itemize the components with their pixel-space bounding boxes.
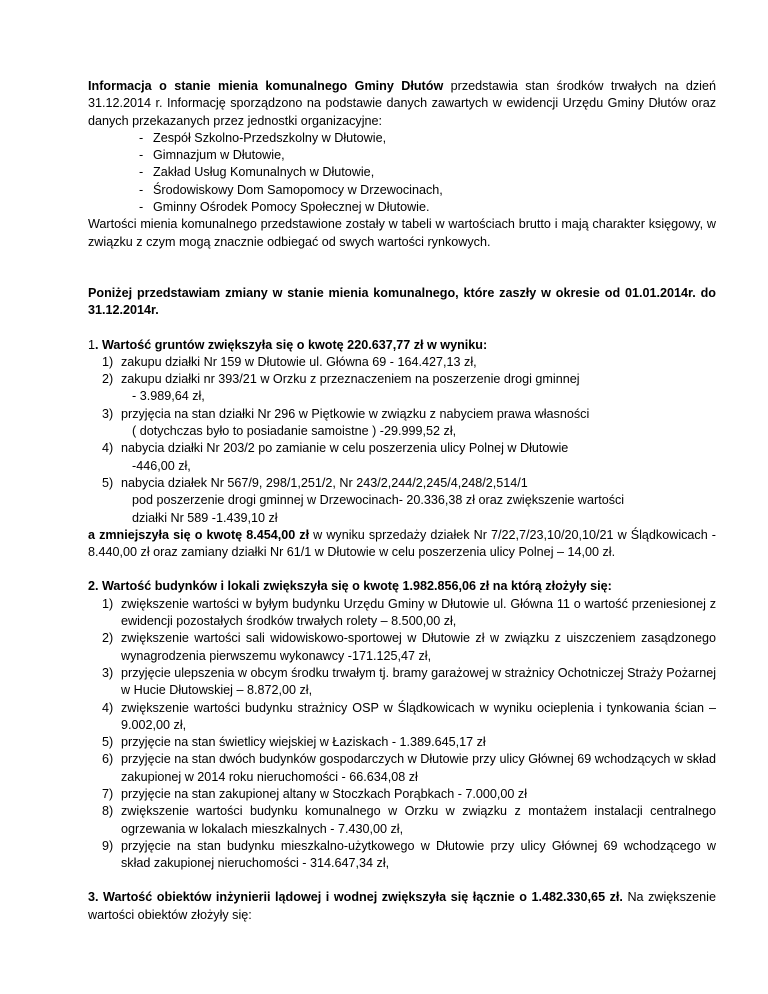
item-number: 4)	[102, 441, 114, 456]
item-text: przyjęcie ulepszenia w obcym środku trwałym tj. bramy garażowej w strażnicy Ochotniczej Straży Pożarnej w Hucie Dłutowskiej – 8.872,00 zł,	[121, 665, 716, 698]
item-text-continued: ( dotychczas było to posiadanie samoistne ) -29.999,52 zł,	[132, 424, 457, 439]
item-text: zakupu działki nr 393/21 w Orzku z przeznaczeniem na poszerzenie drogi gminnej	[121, 372, 580, 387]
section1-list	[88, 354, 716, 527]
list-item	[88, 838, 716, 873]
item-text-continued: -446,00 zł,	[132, 458, 191, 473]
section2-heading	[88, 578, 716, 595]
decrease-text: w wyniku sprzedaży działek Nr 7/22,7/23,10/20,10/21 w Ślądkowicach - 8.440,00 zł oraz zamiany działki Nr 61/1 w Dłutowie w celu poszerzenia ulicy Polnej – 14,00 zł.	[88, 527, 716, 560]
item-number: 1)	[102, 596, 114, 611]
item-number: 8)	[102, 804, 114, 819]
item-number: 4)	[102, 700, 114, 715]
section3-title: 3. Wartość obiektów inżynierii lądowej i wodnej zwiększyła się łącznie o 1.482.330,65 zł.	[88, 890, 623, 905]
list-item	[88, 475, 716, 527]
list-item	[88, 596, 716, 631]
intro-bold-title: Informacja o stanie mienia komunalnego Gminy Dłutów	[88, 79, 444, 93]
list-item	[88, 786, 716, 803]
intro-text: przedstawia stan środków trwałych na dzień 31.12.2014 r. Informację sporządzono na podstawie danych zawartych w ewidencji Urzędu Gminy Dłutów oraz danych przekazanych przez jednostki organizacyjne:	[88, 79, 716, 128]
item-number: 3)	[102, 406, 114, 421]
item-number: 2)	[102, 631, 114, 646]
item-text: przyjęcie na stan dwóch budynków gospodarczych w Dłutowie przy ulicy Głównej 69 wchodzących w skład zakupionej w 2014 roku nieruchomości - 66.634,08 zł	[121, 752, 716, 784]
list-item	[88, 700, 716, 735]
item-text-continued: - 3.989,64 zł,	[132, 389, 205, 404]
item-text-continued: działki Nr 589 -1.439,10 zł	[132, 510, 278, 525]
list-item	[88, 371, 716, 406]
item-text: przyjęcie na stan zakupionej altany w Stoczkach Porąbkach - 7.000,00 zł	[121, 786, 528, 801]
list-item: - Zakład Usług Komunalnych w Dłutowie,	[88, 164, 716, 181]
decrease-bold: a zmniejszyła się o kwotę 8.454,00 zł	[88, 527, 310, 542]
section2-list	[88, 596, 716, 873]
item-text: przyjęcie na stan budynku mieszkalno-użytkowego w Dłutowie przy ulicy Głównej 69 wchodzącego w skład zakupionej nieruchomości - 314.647,34 zł,	[121, 838, 716, 871]
section3-heading	[88, 889, 716, 924]
organizational-units-list	[88, 130, 716, 216]
section1-number: 1	[88, 337, 96, 352]
item-text: zakupu działki Nr 159 w Dłutowie ul. Główna 69 - 164.427,13 zł,	[121, 354, 477, 369]
list-item	[88, 665, 716, 700]
item-text: zwiększenie wartości budynku komunalnego w Orzku w związku z montażem instalacji centralnego ogrzewania w lokalach mieszkalnych - 7.430,00 zł,	[121, 804, 716, 836]
list-item	[88, 751, 716, 786]
section1-decrease	[88, 527, 716, 562]
section3-text: Na zwiększenie wartości obiektów złożyły się:	[88, 890, 716, 922]
item-text-continued: pod poszerzenie drogi gminnej w Drzewocinach- 20.336,38 zł oraz zwiększenie wartości	[132, 493, 625, 508]
item-number: 5)	[102, 475, 114, 490]
valuation-note: Wartości mienia komunalnego przedstawione zostały w tabeli w wartościach brutto i mają charakter księgowy, w związku z czym mogą znacznie odbiegać od swych wartości rynkowych.	[88, 217, 716, 249]
list-item	[88, 406, 716, 441]
section1-title: . Wartość gruntów zwiększyła się o kwotę 220.637,77 zł w wyniku:	[95, 337, 488, 352]
list-item: - Gimnazjum w Dłutowie,	[88, 147, 716, 164]
list-item	[88, 734, 716, 751]
list-item	[88, 440, 716, 475]
list-item: - Zespół Szkolno-Przedszkolny w Dłutowie,	[88, 130, 716, 147]
item-number: 9)	[102, 838, 114, 853]
item-number: 5)	[102, 735, 114, 750]
item-text: przyjęcie na stan świetlicy wiejskiej w Łaziskach - 1.389.645,17 zł	[121, 735, 486, 750]
item-text: zwiększenie wartości w byłym budynku Urzędu Gminy w Dłutowie ul. Główna 11 o wartość przeniesionej z ewidencji pozostałych środków trwałych rolety – 8.500,00 zł,	[121, 596, 716, 629]
intro-paragraph	[88, 78, 716, 130]
changes-heading	[88, 285, 716, 320]
item-text: zwiększenie wartości budynku strażnicy OSP w Ślądkowicach w wyniku ocieplenia i tynkowania ścian – 9.002,00 zł,	[121, 700, 716, 732]
list-item	[88, 803, 716, 838]
changes-heading-text: Poniżej przedstawiam zmiany w stanie mienia komunalnego, które zaszły w okresie od 01.01.2014r. do 31.12.2014r.	[88, 285, 716, 318]
item-text: nabycia działki Nr 203/2 po zamianie w celu poszerzenia ulicy Polnej w Dłutowie	[121, 441, 569, 456]
item-text: przyjęcia na stan działki Nr 296 w Piętkowie w związku z nabyciem prawa własności	[121, 406, 590, 421]
document-page	[88, 78, 716, 924]
list-item	[88, 354, 716, 371]
section1-heading	[88, 337, 716, 354]
item-text: nabycia działek Nr 567/9, 298/1,251/2, Nr 243/2,244/2,245/4,248/2,514/1	[121, 475, 528, 490]
list-item: - Gminny Ośrodek Pomocy Społecznej w Dłutowie.	[88, 199, 716, 216]
item-number: 3)	[102, 665, 114, 680]
item-number: 2)	[102, 372, 114, 387]
item-number: 7)	[102, 786, 114, 801]
section2-title: 2. Wartość budynków i lokali zwiększyła się o kwotę 1.982.856,06 zł na którą złożyły się:	[88, 579, 612, 594]
list-item: - Środowiskowy Dom Samopomocy w Drzewocinach,	[88, 182, 716, 199]
item-text: zwiększenie wartości sali widowiskowo-sportowej w Dłutowie zł w związku z uiszczeniem zasądzonego wynagrodzenia pierwszemu wykonawcy -171.125,47 zł,	[121, 631, 716, 663]
item-number: 6)	[102, 752, 114, 767]
item-number: 1)	[102, 354, 114, 369]
list-item	[88, 630, 716, 665]
